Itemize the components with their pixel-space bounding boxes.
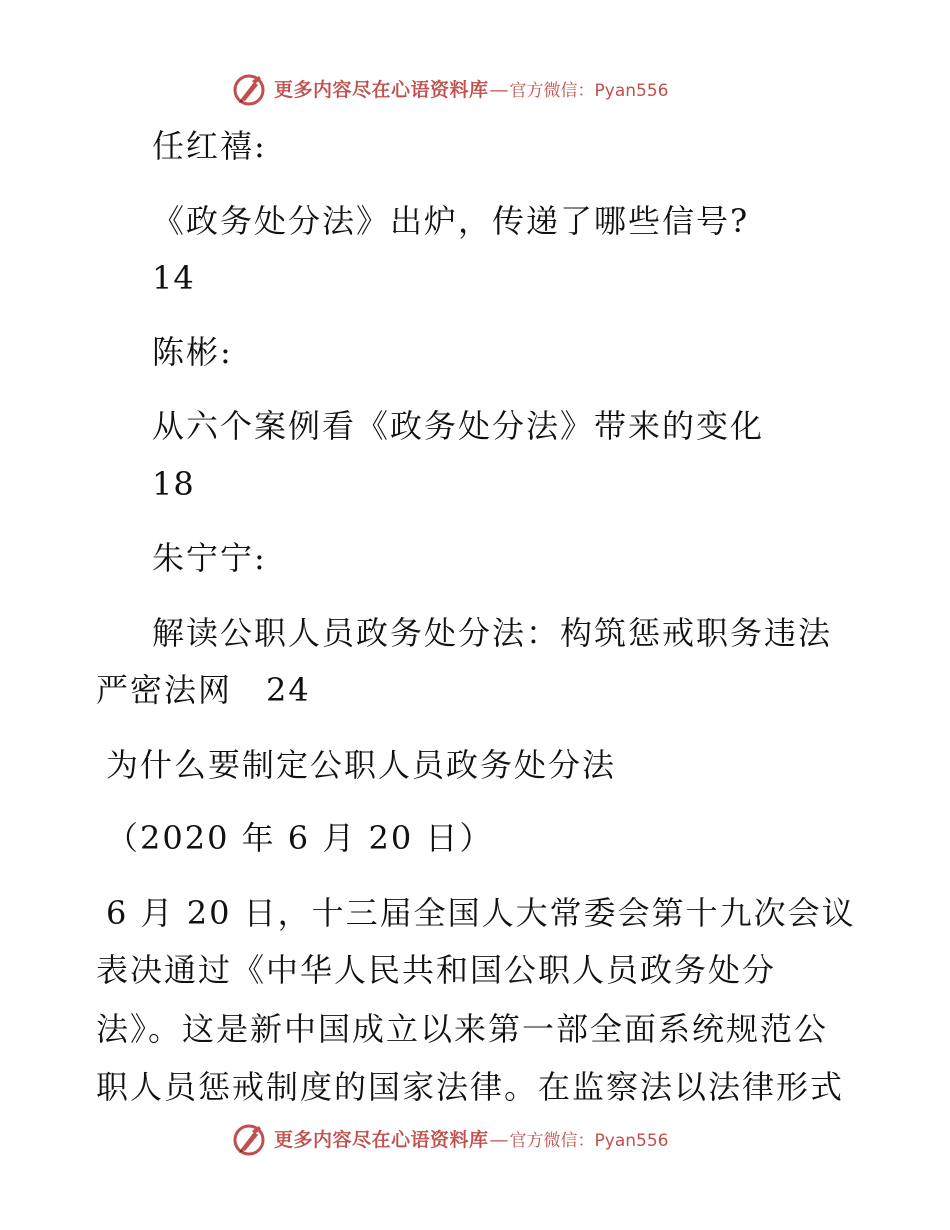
author-line: 朱宁宁: <box>152 539 267 577</box>
footer-watermark <box>232 1120 668 1160</box>
paragraph-line: 6 月 20 日，十三届全国人大常委会第十九次会议 <box>106 894 856 932</box>
page-number-line: 14 <box>152 259 195 297</box>
article-title-continuation: 严密法网 24 <box>96 671 311 709</box>
section-heading: 为什么要制定公职人员政务处分法 <box>106 746 617 784</box>
paragraph-line: 法》。这是新中国成立以来第一部全面系统规范公 <box>96 1010 829 1048</box>
article-title-line: 从六个案例看《政务处分法》带来的变化 <box>152 407 765 445</box>
article-title-line: 《政务处分法》出炉，传递了哪些信号? <box>152 202 750 240</box>
article-title-line: 解读公职人员政务处分法：构筑惩戒职务违法 <box>152 614 833 652</box>
watermark-wechat: 官方微信：Pyan556 <box>509 80 669 101</box>
pen-logo-icon <box>232 73 266 107</box>
watermark-main: 更多内容尽在心语资料库 <box>274 78 489 101</box>
watermark-text <box>274 1128 669 1151</box>
page-number-line: 18 <box>152 465 195 503</box>
watermark-separator: — <box>489 78 509 101</box>
header-watermark <box>232 70 668 110</box>
author-line: 任红禧: <box>152 127 267 165</box>
pen-logo-icon <box>232 1123 266 1157</box>
section-date: （2020 年 6 月 20 日） <box>106 819 494 857</box>
paragraph-line: 职人员惩戒制度的国家法律。在监察法以法律形式 <box>96 1068 845 1106</box>
watermark-text <box>274 78 669 101</box>
watermark-main: 更多内容尽在心语资料库 <box>274 1128 489 1151</box>
paragraph-line: 表决通过《中华人民共和国公职人员政务处分 <box>96 951 777 989</box>
watermark-wechat: 官方微信：Pyan556 <box>509 1130 669 1151</box>
author-line: 陈彬: <box>152 333 233 371</box>
watermark-separator: — <box>489 1128 509 1151</box>
